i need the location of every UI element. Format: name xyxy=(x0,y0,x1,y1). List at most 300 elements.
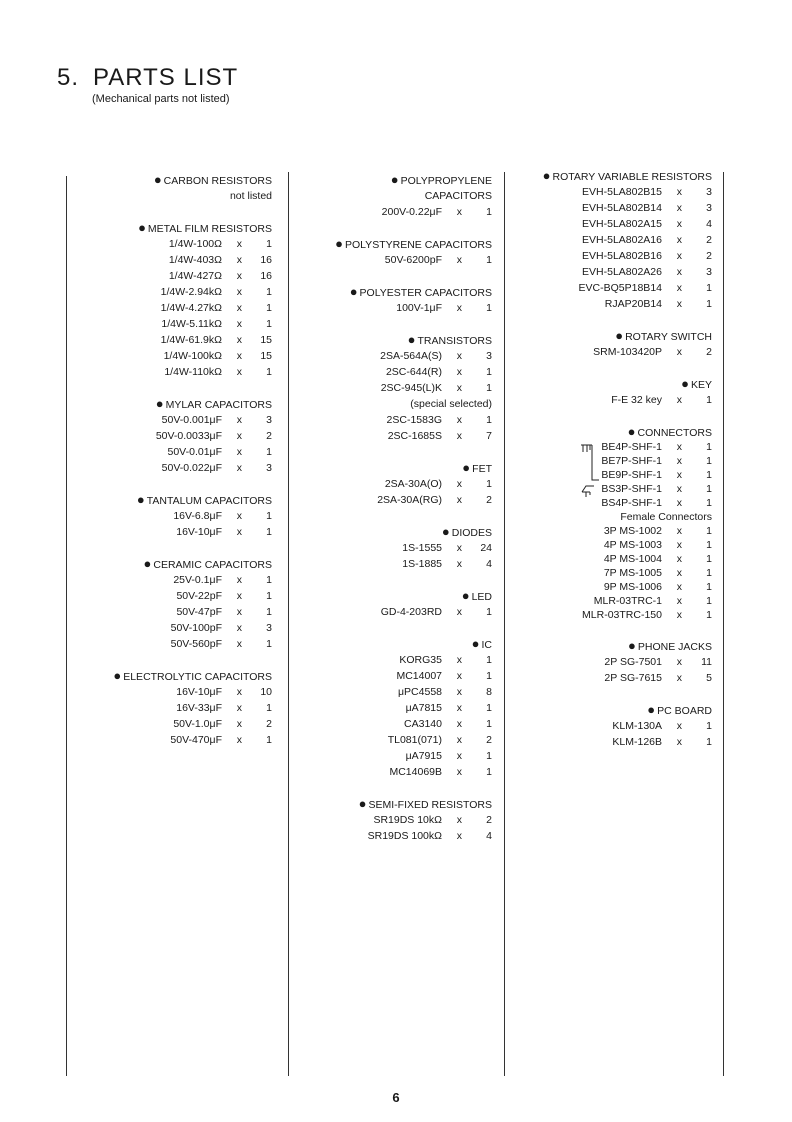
times-sign: x xyxy=(236,270,242,282)
part-quantity: 1 xyxy=(706,720,712,732)
group-title: KEY xyxy=(690,379,712,391)
part-number: MC14007 xyxy=(396,670,442,682)
times-sign: x xyxy=(676,720,682,732)
part-row xyxy=(298,668,492,684)
part-number: 4P MS-1004 xyxy=(603,553,662,565)
group-spacer xyxy=(298,316,492,332)
part-number: 3P MS-1002 xyxy=(603,525,662,537)
part-number: 50V-100pF xyxy=(170,622,222,634)
part-quantity: 2 xyxy=(706,346,712,358)
times-sign: x xyxy=(236,622,242,634)
times-sign: x xyxy=(456,558,462,570)
times-sign: x xyxy=(236,366,242,378)
group-spacer xyxy=(298,220,492,236)
part-quantity: 1 xyxy=(266,590,272,602)
part-number: 50V-22pF xyxy=(176,590,222,602)
group-heading-semi-fixed-resistors xyxy=(298,796,492,812)
part-quantity: 1 xyxy=(706,298,712,310)
part-quantity: 3 xyxy=(706,266,712,278)
part-quantity: 3 xyxy=(266,414,272,426)
part-quantity: 1 xyxy=(706,441,712,453)
part-quantity: 4 xyxy=(486,558,492,570)
group-heading-fet xyxy=(298,460,492,476)
group-heading-continuation xyxy=(298,188,492,204)
part-number: μA7815 xyxy=(405,702,442,714)
part-quantity: 2 xyxy=(486,814,492,826)
bullet-icon: ● xyxy=(461,588,470,603)
group-heading-electrolytic-capacitors xyxy=(86,668,272,684)
group-spacer xyxy=(512,312,712,328)
part-row xyxy=(298,540,492,556)
part-quantity: 11 xyxy=(701,656,712,668)
part-row xyxy=(298,556,492,572)
part-quantity: 1 xyxy=(706,595,712,607)
parts-column-2 xyxy=(298,172,492,844)
group-heading-ic xyxy=(298,636,492,652)
part-quantity: 5 xyxy=(706,672,712,684)
column-divider-2 xyxy=(504,172,505,1076)
part-quantity: 1 xyxy=(486,414,492,426)
part-row xyxy=(86,588,272,604)
part-number: 2SC-945(L)K xyxy=(380,382,442,394)
part-quantity: 1 xyxy=(706,497,712,509)
bullet-icon: ● xyxy=(155,396,164,411)
part-row xyxy=(298,380,492,396)
group-spacer xyxy=(512,686,712,702)
part-row xyxy=(86,636,272,652)
times-sign: x xyxy=(676,497,682,509)
part-number: 50V-6200pF xyxy=(384,254,442,266)
part-quantity: 3 xyxy=(486,350,492,362)
part-number: MC14069B xyxy=(389,766,442,778)
part-quantity: 15 xyxy=(260,334,272,346)
part-number: 50V-0.001μF xyxy=(161,414,222,426)
part-number: EVH-5LA802A16 xyxy=(582,234,662,246)
group-spacer xyxy=(298,444,492,460)
right-border xyxy=(723,172,724,1076)
part-number: KLM-130A xyxy=(612,720,662,732)
times-sign: x xyxy=(676,298,682,310)
part-row xyxy=(298,828,492,844)
part-number: 9P MS-1006 xyxy=(603,581,662,593)
group-title: POLYESTER CAPACITORS xyxy=(359,287,492,299)
part-quantity: 1 xyxy=(486,254,492,266)
part-row xyxy=(512,552,712,566)
part-quantity: 7 xyxy=(486,430,492,442)
part-number: 50V-0.01μF xyxy=(167,446,222,458)
times-sign: x xyxy=(236,254,242,266)
part-quantity: 1 xyxy=(706,455,712,467)
part-row xyxy=(512,264,712,280)
part-row xyxy=(86,252,272,268)
group-title: ELECTROLYTIC CAPACITORS xyxy=(123,671,272,683)
part-number: 2SA-30A(RG) xyxy=(377,494,442,506)
part-quantity: 3 xyxy=(706,186,712,198)
column-divider-1 xyxy=(288,172,289,1076)
part-number: MLR-03TRC-1 xyxy=(593,595,662,607)
part-row xyxy=(512,482,712,496)
part-row xyxy=(512,200,712,216)
page-subtitle: (Mechanical parts not listed) xyxy=(92,93,230,105)
part-quantity: 1 xyxy=(266,606,272,618)
times-sign: x xyxy=(236,334,242,346)
part-number: 2SC-1583G xyxy=(386,414,442,426)
part-row xyxy=(512,538,712,552)
times-sign: x xyxy=(676,186,682,198)
group-heading-carbon-resistors xyxy=(86,172,272,188)
times-sign: x xyxy=(676,218,682,230)
part-row xyxy=(512,608,712,622)
times-sign: x xyxy=(236,510,242,522)
part-quantity: 1 xyxy=(266,574,272,586)
part-number: 16V-33μF xyxy=(176,702,222,714)
part-row xyxy=(512,248,712,264)
part-number: 1/4W-427Ω xyxy=(168,270,222,282)
part-row xyxy=(298,476,492,492)
part-number: BE9P-SHF-1 xyxy=(601,469,662,481)
part-row xyxy=(298,764,492,780)
times-sign: x xyxy=(236,350,242,362)
bullet-icon: ● xyxy=(349,284,358,299)
part-quantity: 2 xyxy=(486,494,492,506)
part-quantity: 1 xyxy=(486,750,492,762)
times-sign: x xyxy=(236,302,242,314)
group-spacer xyxy=(512,408,712,424)
group-heading-polyester-capacitors xyxy=(298,284,492,300)
part-row xyxy=(298,604,492,620)
parts-column-1 xyxy=(86,172,272,748)
group-title: PC BOARD xyxy=(657,705,712,717)
bullet-icon: ● xyxy=(136,492,145,507)
part-number: BS3P-SHF-1 xyxy=(601,483,662,495)
group-spacer xyxy=(298,268,492,284)
part-number: 50V-47pF xyxy=(176,606,222,618)
group-spacer xyxy=(512,622,712,638)
times-sign: x xyxy=(676,553,682,565)
bullet-icon: ● xyxy=(143,556,152,571)
part-number: CA3140 xyxy=(404,718,442,730)
times-sign: x xyxy=(236,718,242,730)
times-sign: x xyxy=(676,736,682,748)
part-row xyxy=(298,652,492,668)
times-sign: x xyxy=(236,286,242,298)
part-quantity: 4 xyxy=(486,830,492,842)
group-heading-connectors xyxy=(512,424,712,440)
times-sign: x xyxy=(676,595,682,607)
section-number: 5. xyxy=(57,64,80,91)
part-number: 16V-6.8μF xyxy=(173,510,222,522)
times-sign: x xyxy=(456,302,462,314)
part-row xyxy=(86,316,272,332)
part-number: SR19DS 10kΩ xyxy=(373,814,442,826)
times-sign: x xyxy=(236,414,242,426)
bullet-icon: ● xyxy=(441,524,450,539)
group-title: CARBON RESISTORS xyxy=(163,175,272,187)
part-quantity: 2 xyxy=(486,734,492,746)
part-number: 1/4W-2.94kΩ xyxy=(160,286,222,298)
times-sign: x xyxy=(676,672,682,684)
part-row xyxy=(86,572,272,588)
part-row xyxy=(512,392,712,408)
part-quantity: 3 xyxy=(266,462,272,474)
part-number: 50V-1.0μF xyxy=(173,718,222,730)
times-sign: x xyxy=(456,478,462,490)
part-number: 1/4W-403Ω xyxy=(168,254,222,266)
part-row xyxy=(512,440,712,454)
part-row xyxy=(512,496,712,510)
part-quantity: 1 xyxy=(706,581,712,593)
part-row xyxy=(512,670,712,686)
times-sign: x xyxy=(236,590,242,602)
part-quantity: 1 xyxy=(486,366,492,378)
part-row xyxy=(512,734,712,750)
part-quantity: 1 xyxy=(266,286,272,298)
group-title: METAL FILM RESISTORS xyxy=(147,223,272,235)
part-number: TL081(071) xyxy=(387,734,442,746)
part-number: MLR-03TRC-150 xyxy=(582,609,662,621)
times-sign: x xyxy=(456,670,462,682)
part-quantity: 1 xyxy=(266,446,272,458)
group-title: DIODES xyxy=(451,527,492,539)
part-row xyxy=(512,524,712,538)
part-number: EVC-BQ5P18B14 xyxy=(578,282,662,294)
part-number: F-E 32 key xyxy=(611,394,662,406)
part-row xyxy=(512,280,712,296)
times-sign: x xyxy=(456,734,462,746)
times-sign: x xyxy=(236,462,242,474)
part-row xyxy=(86,620,272,636)
group-spacer xyxy=(86,652,272,668)
part-quantity: 3 xyxy=(706,202,712,214)
part-number: 2P SG-7501 xyxy=(604,656,662,668)
part-quantity: 1 xyxy=(266,302,272,314)
times-sign: x xyxy=(676,525,682,537)
group-spacer xyxy=(298,508,492,524)
part-row xyxy=(512,344,712,360)
part-quantity: 1 xyxy=(706,609,712,621)
times-sign: x xyxy=(676,282,682,294)
part-row xyxy=(512,184,712,200)
part-number: BS4P-SHF-1 xyxy=(601,497,662,509)
times-sign: x xyxy=(456,542,462,554)
part-number: 2SA-30A(O) xyxy=(384,478,442,490)
times-sign: x xyxy=(676,455,682,467)
part-quantity: 2 xyxy=(266,430,272,442)
bullet-icon: ● xyxy=(358,796,367,811)
bullet-icon: ● xyxy=(138,220,146,235)
part-quantity: 1 xyxy=(706,525,712,537)
bullet-icon: ● xyxy=(628,638,636,653)
bullet-icon: ● xyxy=(462,460,471,475)
part-quantity: 1 xyxy=(486,206,492,218)
part-number: BE4P-SHF-1 xyxy=(601,441,662,453)
part-row xyxy=(86,444,272,460)
part-quantity: 1 xyxy=(266,510,272,522)
part-row xyxy=(298,300,492,316)
times-sign: x xyxy=(456,350,462,362)
part-row xyxy=(512,296,712,312)
part-row xyxy=(86,732,272,748)
group-title: IC xyxy=(481,639,492,651)
part-number: 25V-0.1μF xyxy=(173,574,222,586)
bullet-icon: ● xyxy=(390,172,399,187)
times-sign: x xyxy=(236,638,242,650)
times-sign: x xyxy=(456,494,462,506)
part-number: 2SC-644(R) xyxy=(385,366,442,378)
group-spacer xyxy=(86,476,272,492)
part-quantity: 10 xyxy=(260,686,272,698)
part-number: 1/4W-5.11kΩ xyxy=(161,318,222,330)
times-sign: x xyxy=(456,830,462,842)
times-sign: x xyxy=(676,609,682,621)
part-number: 50V-0.022μF xyxy=(161,462,222,474)
part-number: EVH-5LA802B15 xyxy=(582,186,662,198)
part-quantity: 15 xyxy=(260,350,272,362)
part-quantity: 3 xyxy=(266,622,272,634)
times-sign: x xyxy=(236,238,242,250)
item-note: Female Connectors xyxy=(620,511,712,523)
bullet-icon: ● xyxy=(153,172,162,187)
part-quantity: 1 xyxy=(266,734,272,746)
part-quantity: 1 xyxy=(266,318,272,330)
part-row xyxy=(512,216,712,232)
part-row xyxy=(86,268,272,284)
part-row xyxy=(298,492,492,508)
part-quantity: 1 xyxy=(266,238,272,250)
group-heading-phone-jacks xyxy=(512,638,712,654)
group-heading-rotary-variable-resistors xyxy=(512,168,712,184)
bullet-icon: ● xyxy=(647,702,656,717)
part-row xyxy=(298,348,492,364)
part-row xyxy=(86,460,272,476)
part-number: EVH-5LA802B16 xyxy=(582,250,662,262)
part-quantity: 4 xyxy=(706,218,712,230)
group-title: PHONE JACKS xyxy=(637,641,712,653)
part-number: 1/4W-61.9kΩ xyxy=(160,334,222,346)
times-sign: x xyxy=(236,574,242,586)
part-quantity: 1 xyxy=(266,702,272,714)
group-heading-pc-board xyxy=(512,702,712,718)
group-spacer xyxy=(298,572,492,588)
part-number: μPC4558 xyxy=(398,686,442,698)
part-row xyxy=(298,364,492,380)
group-title: MYLAR CAPACITORS xyxy=(165,399,272,411)
part-number: RJAP20B14 xyxy=(604,298,662,310)
part-number: 16V-10μF xyxy=(176,526,222,538)
part-number: 4P MS-1003 xyxy=(603,539,662,551)
page-title xyxy=(57,64,238,92)
part-quantity: 1 xyxy=(486,766,492,778)
part-number: 1/4W-100kΩ xyxy=(163,350,222,362)
part-quantity: 2 xyxy=(266,718,272,730)
part-row xyxy=(298,252,492,268)
part-quantity: 1 xyxy=(266,638,272,650)
times-sign: x xyxy=(456,254,462,266)
group-spacer xyxy=(298,620,492,636)
part-number: 1S-1885 xyxy=(402,558,442,570)
group-title: TRANSISTORS xyxy=(417,335,492,347)
group-heading-rotary-switch xyxy=(512,328,712,344)
bullet-icon: ● xyxy=(681,376,689,391)
part-number: 2SA-564A(S) xyxy=(380,350,442,362)
part-quantity: 16 xyxy=(260,270,272,282)
part-number: 16V-10μF xyxy=(176,686,222,698)
group-heading-diodes xyxy=(298,524,492,540)
times-sign: x xyxy=(456,702,462,714)
times-sign: x xyxy=(236,734,242,746)
part-row xyxy=(86,348,272,364)
part-quantity: 1 xyxy=(486,478,492,490)
part-row xyxy=(86,412,272,428)
part-number: μA7915 xyxy=(405,750,442,762)
part-number: 200V-0.22μF xyxy=(381,206,442,218)
part-quantity: 1 xyxy=(486,302,492,314)
part-row xyxy=(86,300,272,316)
part-row xyxy=(298,812,492,828)
part-number: 1/4W-4.27kΩ xyxy=(160,302,222,314)
times-sign: x xyxy=(456,766,462,778)
times-sign: x xyxy=(676,483,682,495)
part-quantity: 1 xyxy=(706,567,712,579)
part-quantity: 1 xyxy=(486,654,492,666)
part-quantity: 2 xyxy=(706,234,712,246)
times-sign: x xyxy=(676,234,682,246)
part-number: KLM-126B xyxy=(612,736,662,748)
part-number: 7P MS-1005 xyxy=(603,567,662,579)
bullet-icon: ● xyxy=(407,332,416,347)
times-sign: x xyxy=(676,539,682,551)
bullet-icon: ● xyxy=(471,636,480,651)
group-title: CERAMIC CAPACITORS xyxy=(153,559,272,571)
part-row xyxy=(86,604,272,620)
part-number: EVH-5LA802B14 xyxy=(582,202,662,214)
part-number: GD-4-203RD xyxy=(380,606,442,618)
part-number: EVH-5LA802A26 xyxy=(582,266,662,278)
times-sign: x xyxy=(676,581,682,593)
part-quantity: 8 xyxy=(486,686,492,698)
group-title: POLYPROPYLENE xyxy=(400,175,492,187)
times-sign: x xyxy=(456,606,462,618)
times-sign: x xyxy=(456,718,462,730)
times-sign: x xyxy=(456,750,462,762)
part-row xyxy=(298,748,492,764)
part-number: 2P SG-7615 xyxy=(604,672,662,684)
bullet-icon: ● xyxy=(113,668,122,683)
part-row xyxy=(512,654,712,670)
times-sign: x xyxy=(676,250,682,262)
part-row xyxy=(86,700,272,716)
part-row xyxy=(512,454,712,468)
page-number: 6 xyxy=(392,1090,400,1105)
part-row xyxy=(86,508,272,524)
bullet-icon: ● xyxy=(335,236,343,251)
times-sign: x xyxy=(676,266,682,278)
group-spacer xyxy=(86,204,272,220)
part-quantity: 1 xyxy=(486,702,492,714)
part-quantity: 1 xyxy=(266,366,272,378)
part-quantity: 1 xyxy=(706,394,712,406)
part-number: 50V-0.0033μF xyxy=(155,430,222,442)
group-heading-key xyxy=(512,376,712,392)
part-row xyxy=(86,684,272,700)
part-quantity: 1 xyxy=(706,282,712,294)
part-row xyxy=(512,468,712,482)
part-quantity: 16 xyxy=(260,254,272,266)
times-sign: x xyxy=(676,346,682,358)
part-row xyxy=(298,732,492,748)
group-heading-mylar-capacitors xyxy=(86,396,272,412)
part-quantity: 1 xyxy=(706,539,712,551)
